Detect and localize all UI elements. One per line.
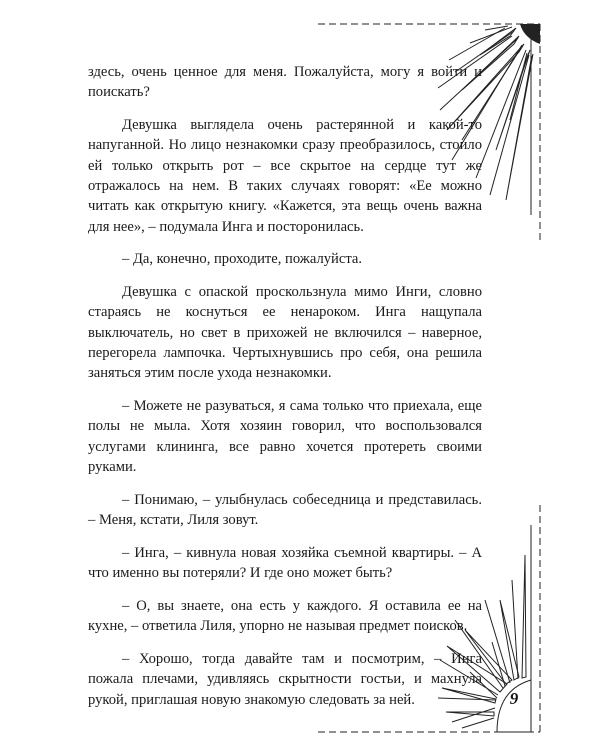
paragraph-6: – Понимаю, – улыбнулась собеседница и представилась. – Меня, кстати, Лиля зовут.: [88, 491, 482, 529]
paragraph-2: Девушка выглядела очень растерянной и какой-то напуганной. Но лицо незнакомки сразу преобразилось, стоило ей только открыть рот – все скрытое на сердце тут же отражалось на нем. В таких случаях говорят: «Ее можно читать как открытую книгу. «Кажется, эта вещь очень важна для нее», – подумала Инга и посторонилась.: [88, 117, 482, 235]
paragraph-7: – Инга, – кивнула новая хозяйка съемной квартиры. – А что именно вы потеряли? И где оно может быть?: [88, 544, 482, 582]
paragraph-8: – О, вы знаете, она есть у каждого. Я оставила ее на кухне, – ответила Лиля, упорно не называя предмет поисков.: [88, 598, 482, 635]
paragraph-1: здесь, очень ценное для меня. Пожалуйста, могу я войти и поискать?: [88, 64, 482, 101]
text-body: [88, 62, 482, 723]
paragraph-5: – Можете не разуваться, я сама только что приехала, еще полы не мыла. Хотя хозяин говорил, что воспользовался услугами клининга, все равно хочется протереть своими руками.: [88, 398, 482, 476]
page-number: 9: [509, 689, 519, 708]
paragraph-3: – Да, конечно, проходите, пожалуйста.: [122, 251, 363, 268]
paragraph-9: – Хорошо, тогда давайте там и посмотрим, – Инга пожала плечами, удивляясь скрытности гостьи, и махнула рукой, приглашая новую знакомую следовать за ней.: [88, 651, 482, 708]
paragraph-4: Девушка с опаской проскользнула мимо Инги, словно стараясь не коснуться ее ненароком. Инга нащупала выключатель, но свет в прихожей не включился – наверное, перегорела лампочка. Чертыхнувшись про себя, она решила заняться этим после ухода незнакомки.: [88, 284, 482, 382]
